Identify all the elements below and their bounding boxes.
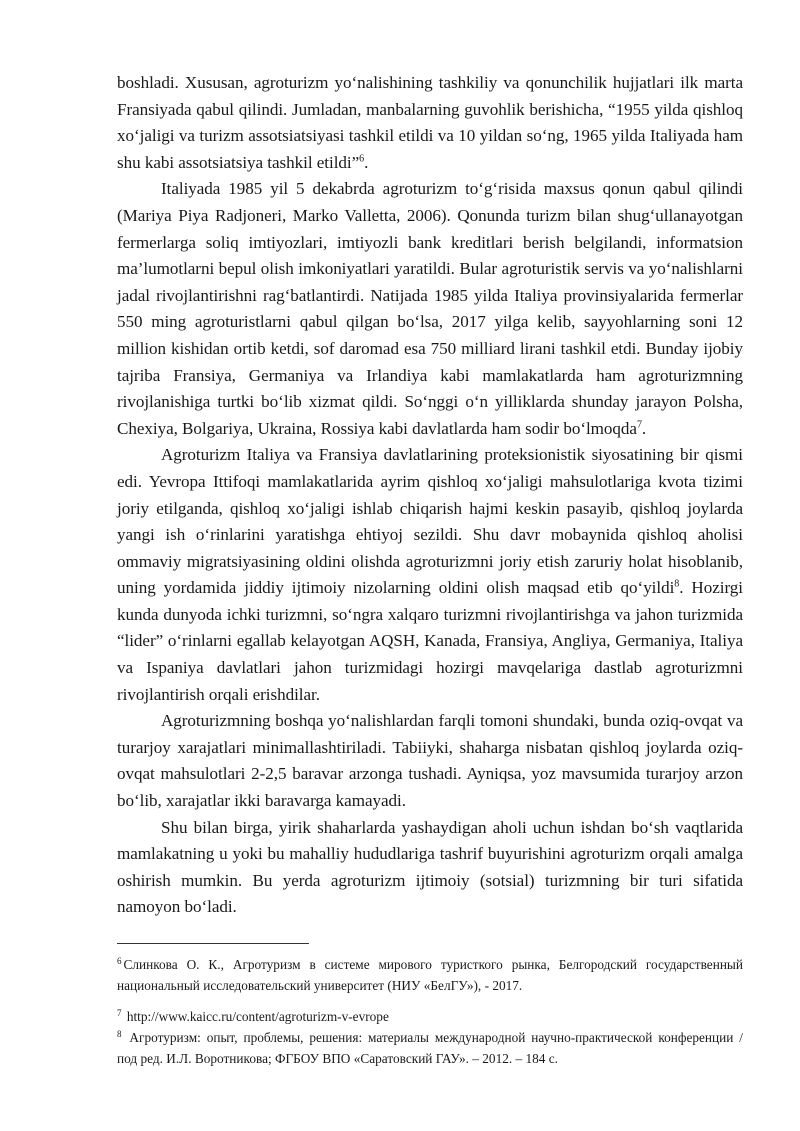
paragraph-3 [117,442,743,708]
footnote-mark: 6 [117,955,122,966]
paragraph-tail: . Hozirgi kunda dunyoda ichki turizmni, so‘ngra xalqaro turizmni rivojlantirishga va jahon turizmida “lider” o‘rinlarni egallab kelayotgan AQSH, Kanada, Fransiya, Angliya, Germaniya, Italiya va Ispaniya davlatlari jahon turizmidagi hozirgi mavqelariga dastlab agroturizmni rivojlantirish orqali erishdilar. [117,578,743,704]
document-page [117,70,743,1069]
footnote-8 [117,1027,743,1069]
footnote-text: Слинкова О. К., Агротуризм в системе мирового туристкого рынка, Белгородский государственный национальный исследовательский университет (НИУ «БелГУ»), - 2017. [117,957,743,993]
footnote-7 [117,1006,743,1027]
footnote-link[interactable]: http://www.kaicc.ru/content/agroturizm-v-evrope [126,1009,389,1024]
paragraph-text: boshladi. Xususan, agroturizm yo‘nalishining tashkiliy va qonunchilik hujjatlari ilk marta Fransiyada qabul qilindi. Jumladan, manbalarning guvohlik berishicha, “1955 yilda qishloq xo‘jaligi va turizm assotsiatsiyasi tashkil etildi va 10 yildan so‘ng, 1965 yilda Italiyada ham shu kabi assotsiatsiya tashkil etildi” [117,73,743,172]
paragraph-5 [117,815,743,921]
footnote-text: Агротуризм: опыт, проблемы, решения: материалы международной научно-практической конференции / под ред. И.Л. Воротникова; ФГБОУ ВПО «Саратовский ГАУ». – 2012. – 184 с. [117,1030,743,1066]
footnote-6 [117,954,743,996]
footnote-separator [117,943,309,944]
paragraph-tail: . [364,152,369,172]
footnote-reference[interactable]: 6 [359,153,365,165]
footnote-mark: 7 [117,1007,122,1018]
paragraph-4 [117,708,743,814]
paragraph-1 [117,70,743,176]
paragraph-text: Shu bilan birga, yirik shaharlarda yashaydigan aholi uchun ishdan bo‘sh vaqtlarida mamlakatning u yoki bu mahalliy hududlariga tashrif buyurishini agroturizm orqali amalga oshirish mumkin. Bu yerda agroturizm ijtimoiy (sotsial) turizmning bir turi sifatida namoyon bo‘ladi. [117,817,743,917]
paragraph-2 [117,176,743,442]
paragraph-text: Agroturizmning boshqa yo‘nalishlardan farqli tomoni shundaki, bunda oziq-ovqat va turarjoy xarajatlari minimallashtiriladi. Tabiiyki, shaharga nisbatan qishloq joylarda oziq-ovqat mahsulotlari 2-2,5 baravar arzonga tushadi. Ayniqsa, yoz mavsumida turarjoy arzon bo‘lib, xarajatlar ikki baravarga kamayadi. [117,711,743,811]
footnote-reference[interactable]: 7 [636,419,642,431]
paragraph-tail: . [641,418,647,438]
paragraph-text: Agroturizm Italiya va Fransiya davlatlarining proteksionistik siyosatining bir qismi edi. Yevropa Ittifoqi mamlakatlarida ayrim qishloq xo‘jaligi mahsulotlariga kvota tizimi joriy etilganda, qishloq xo‘jaligi ishlab chiqarish hajmi keskin pasayib, qishloq joylarda yangi ish o‘rinlarini yaratishga ehtiyoj sezildi. Shu davr mobaynida qishloq aholisi ommaviy migratsiyasining oldini olishda agroturizmni joriy etish zaruriy holat hisoblanib, uning yordamida jiddiy ijtimoiy nizolarning oldini olish maqsad etib qo‘yildi [117,445,743,598]
paragraph-text: Italiyada 1985 yil 5 dekabrda agroturizm to‘g‘risida maxsus qonun qabul qilindi (Mariya Piya Radjoneri, Marko Valletta, 2006). Qonunda turizm bilan shug‘ullanayotgan fermerlarga soliq imtiyozlari, imtiyozli bank kreditlari berish belgilandi, informatsion ma’lumotlarni bepul olish imkoniyatlari yaratildi. Bular agroturistik servis va yo‘nalishlarni jadal rivojlantirishni rag‘batlantirdi. Natijada 1985 yilda Italiya provinsiyalarida fermerlar 550 ming agroturistlarni qabul qilgan bo‘lsa, 2017 yilga kelib, sayyohlarning soni 12 million kishidan ortib ketdi, sof daromad esa 750 milliard lirani tashkil etdi. Bunday ijobiy tajriba Fransiya, Germaniya va Irlandiya kabi mamlakatlarda ham agroturizmning rivojlanishiga turtki bo‘lib xizmat qildi. So‘nggi o‘n yilliklarda shunday jarayon Polsha, Chexiya, Bolgariya, Ukraina, Rossiya kabi davlatlarda ham sodir bo‘lmoqda [117,179,743,438]
footnote-reference[interactable]: 8 [674,578,680,590]
footnote-mark: 8 [117,1028,122,1039]
